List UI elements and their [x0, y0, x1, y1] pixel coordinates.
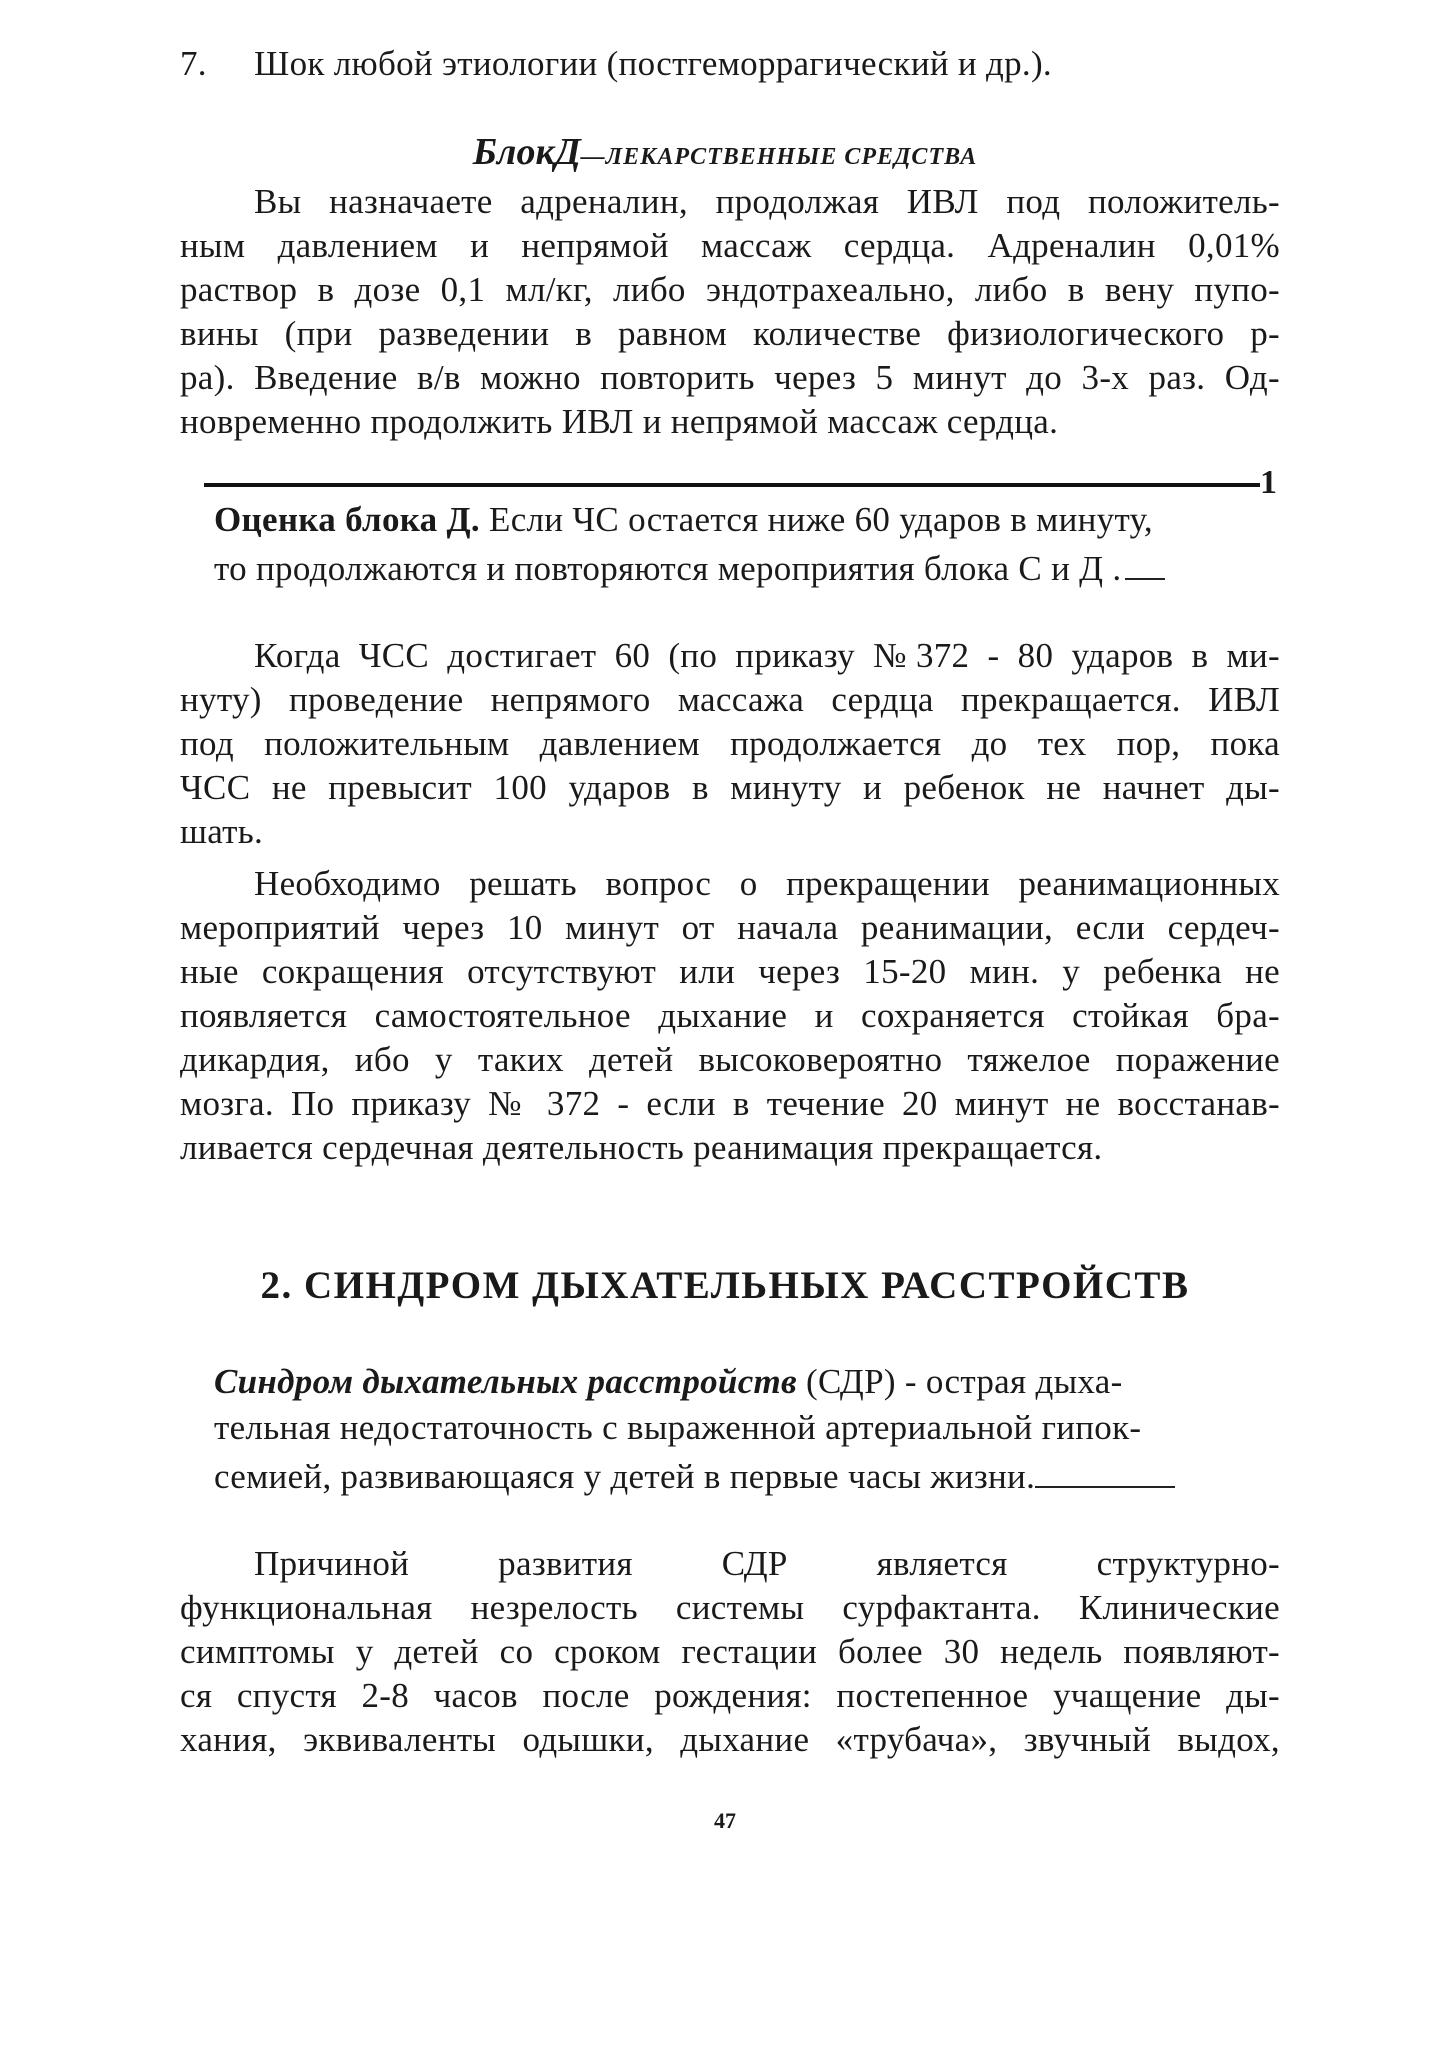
definition-text: (СДР) - острая дыха-: [797, 1362, 1123, 1401]
block-d-heading: [0, 130, 1450, 174]
page-number: 47: [714, 1808, 736, 1833]
definition-term: Синдром дыхательных расстройств: [214, 1362, 797, 1401]
block-d-subtitle: —ЛЕКАРСТВЕННЫЕ СРЕДСТВА: [580, 144, 978, 170]
assessment-text: Если ЧС остается ниже 60 ударов в минуту,: [479, 500, 1153, 539]
paragraph-line: ные сокращения отсутствуют или через 15-20 мин. у ребенка не: [180, 952, 1280, 991]
definition-line-3: [214, 1452, 1175, 1499]
assessment-label: Оценка блока Д.: [214, 500, 480, 539]
block-d-line: вины (при разведении в равном количестве физиологического р-: [180, 314, 1280, 353]
paragraph-line: ся спустя 2-8 часов после рождения: постепенное учащение ды-: [180, 1676, 1280, 1715]
paragraph-line: дикардия, ибо у таких детей высоковероятно тяжелое поражение: [180, 1040, 1280, 1079]
paragraph-line: ливается сердечная деятельность реанимация прекращается.: [180, 1128, 1103, 1167]
paragraph-line: появляется самостоятельное дыхание и сохраняется стойкая бра-: [180, 996, 1280, 1035]
answer-blank: [1125, 544, 1165, 580]
section-divider: [204, 483, 1260, 487]
assessment-line-2: [214, 544, 1165, 591]
paragraph-line: мозга. По приказу № 372 - если в течение 20 минут не восстанав-: [180, 1084, 1280, 1123]
answer-blank: [1035, 1452, 1175, 1488]
divider-number: 1: [1260, 464, 1277, 501]
paragraph-line: шать.: [180, 812, 264, 851]
paragraph-line: Необходимо решать вопрос о прекращении реанимационных: [254, 864, 1280, 903]
block-d-line: раствор в дозе 0,1 мл/кг, либо эндотрахеально, либо в вену пупо-: [180, 270, 1280, 309]
paragraph-line: функциональная незрелость системы сурфактанта. Клинические: [180, 1588, 1280, 1627]
paragraph-line: симптомы у детей со сроком гестации более 30 недель появляют-: [180, 1632, 1280, 1671]
paragraph-line: Причиной развития СДР является структурно-: [254, 1544, 1280, 1583]
paragraph-line: мероприятий через 10 минут от начала реанимации, если сердеч-: [180, 908, 1280, 947]
assessment-line-1: [214, 498, 1153, 542]
assessment-text: то продолжаются и повторяются мероприятия блока С и Д .: [214, 549, 1122, 588]
paragraph-line: хания, эквиваленты одышки, дыхание «трубача», звучный выдох,: [180, 1720, 1280, 1759]
definition-text: семией, развивающаяся у детей в первые часы жизни.: [214, 1457, 1036, 1496]
list-item-number: 7.: [180, 44, 207, 83]
block-d-line: Вы назначаете адреналин, продолжая ИВЛ под положитель-: [254, 182, 1280, 221]
block-d-line: ным давлением и непрямой массаж сердца. Адреналин 0,01%: [180, 226, 1280, 265]
list-item-7-text: Шок любой этиологии (постгеморрагический и др.).: [254, 44, 1052, 83]
paragraph-line: ЧСС не превысит 100 ударов в минуту и ребенок не начнет ды-: [180, 768, 1280, 807]
definition-line-1: [214, 1360, 1123, 1404]
block-d-line: ра). Введение в/в можно повторить через 5 минут до 3-х раз. Од-: [180, 358, 1280, 397]
list-item-7: [180, 42, 207, 86]
block-d-line: новременно продолжить ИВЛ и непрямой массаж сердца.: [180, 402, 1059, 441]
block-d-title: БлокД: [472, 131, 581, 173]
paragraph-line: под положительным давлением продолжается до тех пор, пока: [180, 724, 1280, 763]
definition-line-2: тельная недостаточность с выраженной артериальной гипок-: [214, 1408, 1142, 1447]
paragraph-line: нуту) проведение непрямого массажа сердца прекращается. ИВЛ: [180, 680, 1280, 719]
paragraph-line: Когда ЧСС достигает 60 (по приказу №372 - 80 ударов в ми-: [254, 636, 1280, 675]
section-2-title: 2. СИНДРОМ ДЫХАТЕЛЬНЫХ РАССТРОЙСТВ: [260, 1264, 1190, 1307]
